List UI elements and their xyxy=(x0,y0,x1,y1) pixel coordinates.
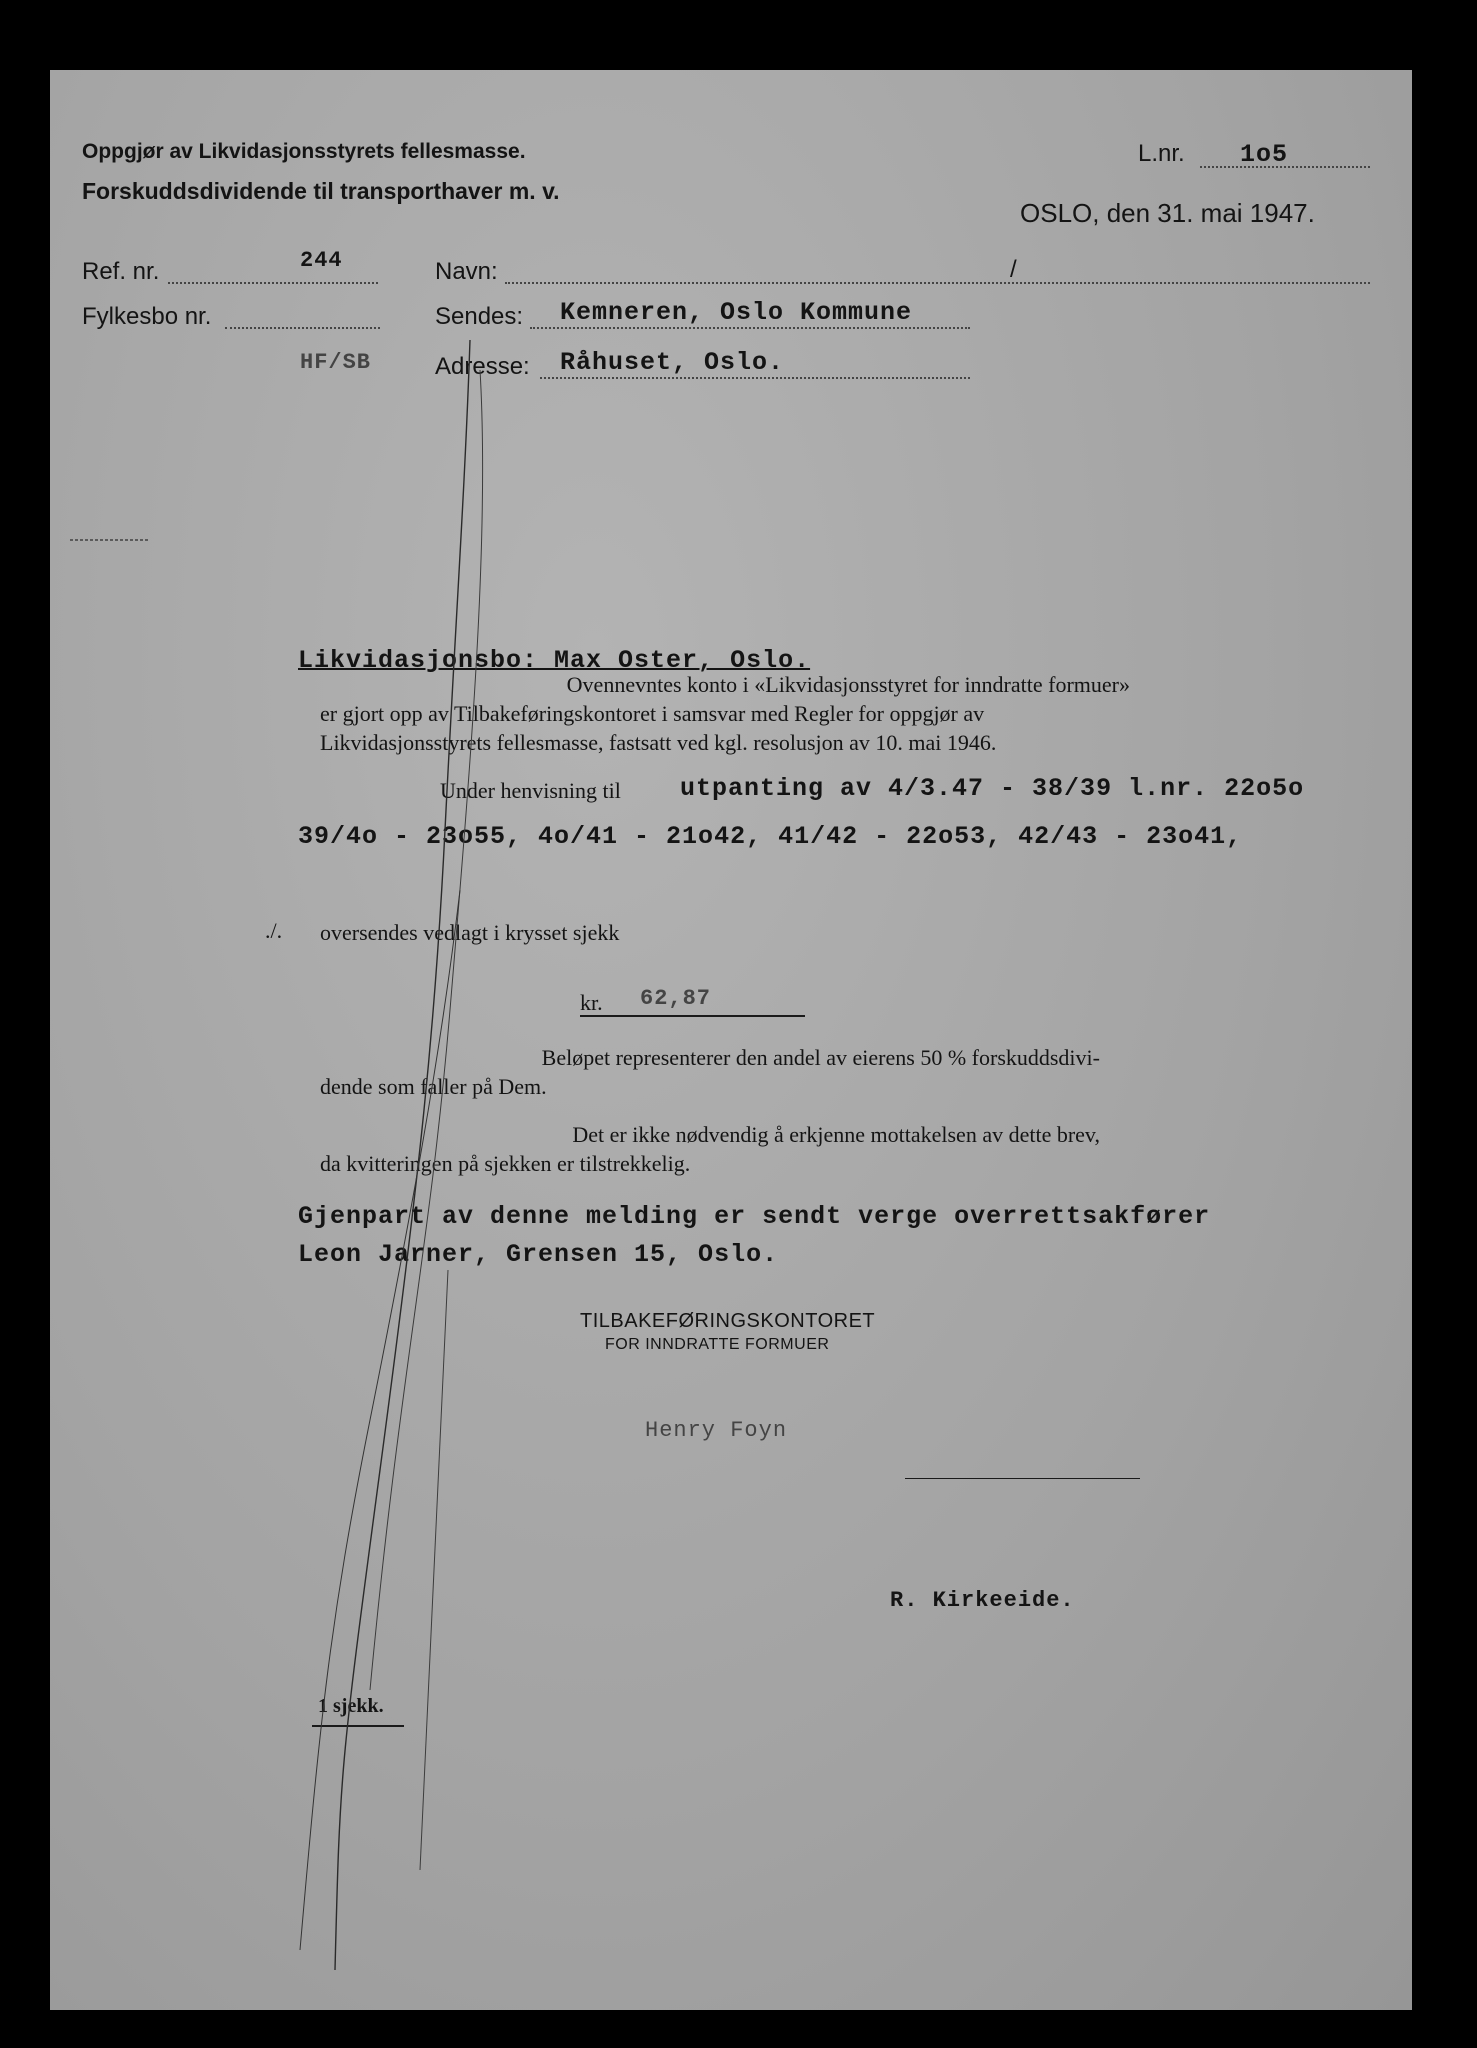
scan-scratch-marks xyxy=(50,70,1412,2010)
para1-line-3: Likvidasjonsstyrets fellesmasse, fastsatt ved kgl. resolusjon av 10. mai 1946. xyxy=(320,730,997,755)
enclosure-note: 1 sjekk. xyxy=(318,1695,384,1717)
org-line-1: TILBAKEFØRINGSKONTORET xyxy=(580,1310,876,1332)
header-line-2: Forskuddsdividende til transporthaver m. v. xyxy=(82,178,560,204)
para2-line-2: dende som faller på Dem. xyxy=(320,1074,547,1099)
para2-line-1: Beløpet representerer den andel av eierens 50 % forskuddsdivi- xyxy=(541,1045,1100,1070)
ref-label: Ref. nr. xyxy=(82,258,160,285)
initials: HF/SB xyxy=(300,350,372,375)
lnr-value: 1o5 xyxy=(1240,140,1289,169)
para3-line-2: da kvitteringen på sjekken er tilstrekkelig. xyxy=(320,1151,691,1176)
enclosure-mark: ./. xyxy=(265,918,283,943)
subject-line: Likvidasjonsbo: Max Oster, Oslo. xyxy=(298,646,811,675)
amount-label: kr. xyxy=(580,990,603,1015)
navn-label: Navn: xyxy=(435,258,498,285)
reference-typed-1: utpanting av 4/3.47 - 38/39 l.nr. 22o5o xyxy=(680,774,1305,803)
copy-line-2: Leon Jarner, Grensen 15, Oslo. xyxy=(298,1240,779,1269)
adresse-label: Adresse: xyxy=(435,353,530,380)
reference-typed-2: 39/4o - 23o55, 4o/41 - 21o42, 41/42 - 22o53, 42/43 - 23o41, xyxy=(298,822,1243,851)
copy-line-1: Gjenpart av denne melding er sendt verge overrettsakfører xyxy=(298,1202,1211,1231)
para1-line-1: Ovennevntes konto i «Likvidasjonsstyret for inndratte formuer» xyxy=(566,672,1130,697)
para1-line-2: er gjort opp av Tilbakeføringskontoret i samsvar med Regler for oppgjør av xyxy=(320,701,985,726)
header-line-1: Oppgjør av Likvidasjonsstyrets fellesmasse. xyxy=(82,140,526,163)
navn-value: / xyxy=(1010,256,1017,283)
org-line-2: FOR INNDRATTE FORMUER xyxy=(605,1336,830,1353)
date-line: OSLO, den 31. mai 1947. xyxy=(1020,198,1315,228)
sendes-value: Kemneren, Oslo Kommune xyxy=(560,298,913,327)
reference-printed: Under henvisning til xyxy=(440,778,621,803)
lnr-label: L.nr. xyxy=(1138,140,1185,167)
adresse-value: Råhuset, Oslo. xyxy=(560,348,785,377)
para3-line-1: Det er ikke nødvendig å erkjenne mottakelsen av dette brev, xyxy=(572,1122,1100,1147)
sendes-label: Sendes: xyxy=(435,303,524,330)
document-page xyxy=(50,70,1412,2010)
oversendes-line: oversendes vedlagt i krysset sjekk xyxy=(320,920,620,945)
signer-2: R. Kirkeeide. xyxy=(890,1588,1075,1613)
amount-value: 62,87 xyxy=(640,986,712,1011)
fylkesbo-label: Fylkesbo nr. xyxy=(82,303,212,330)
signer-1: Henry Foyn xyxy=(645,1418,788,1443)
ref-value: 244 xyxy=(300,248,343,273)
